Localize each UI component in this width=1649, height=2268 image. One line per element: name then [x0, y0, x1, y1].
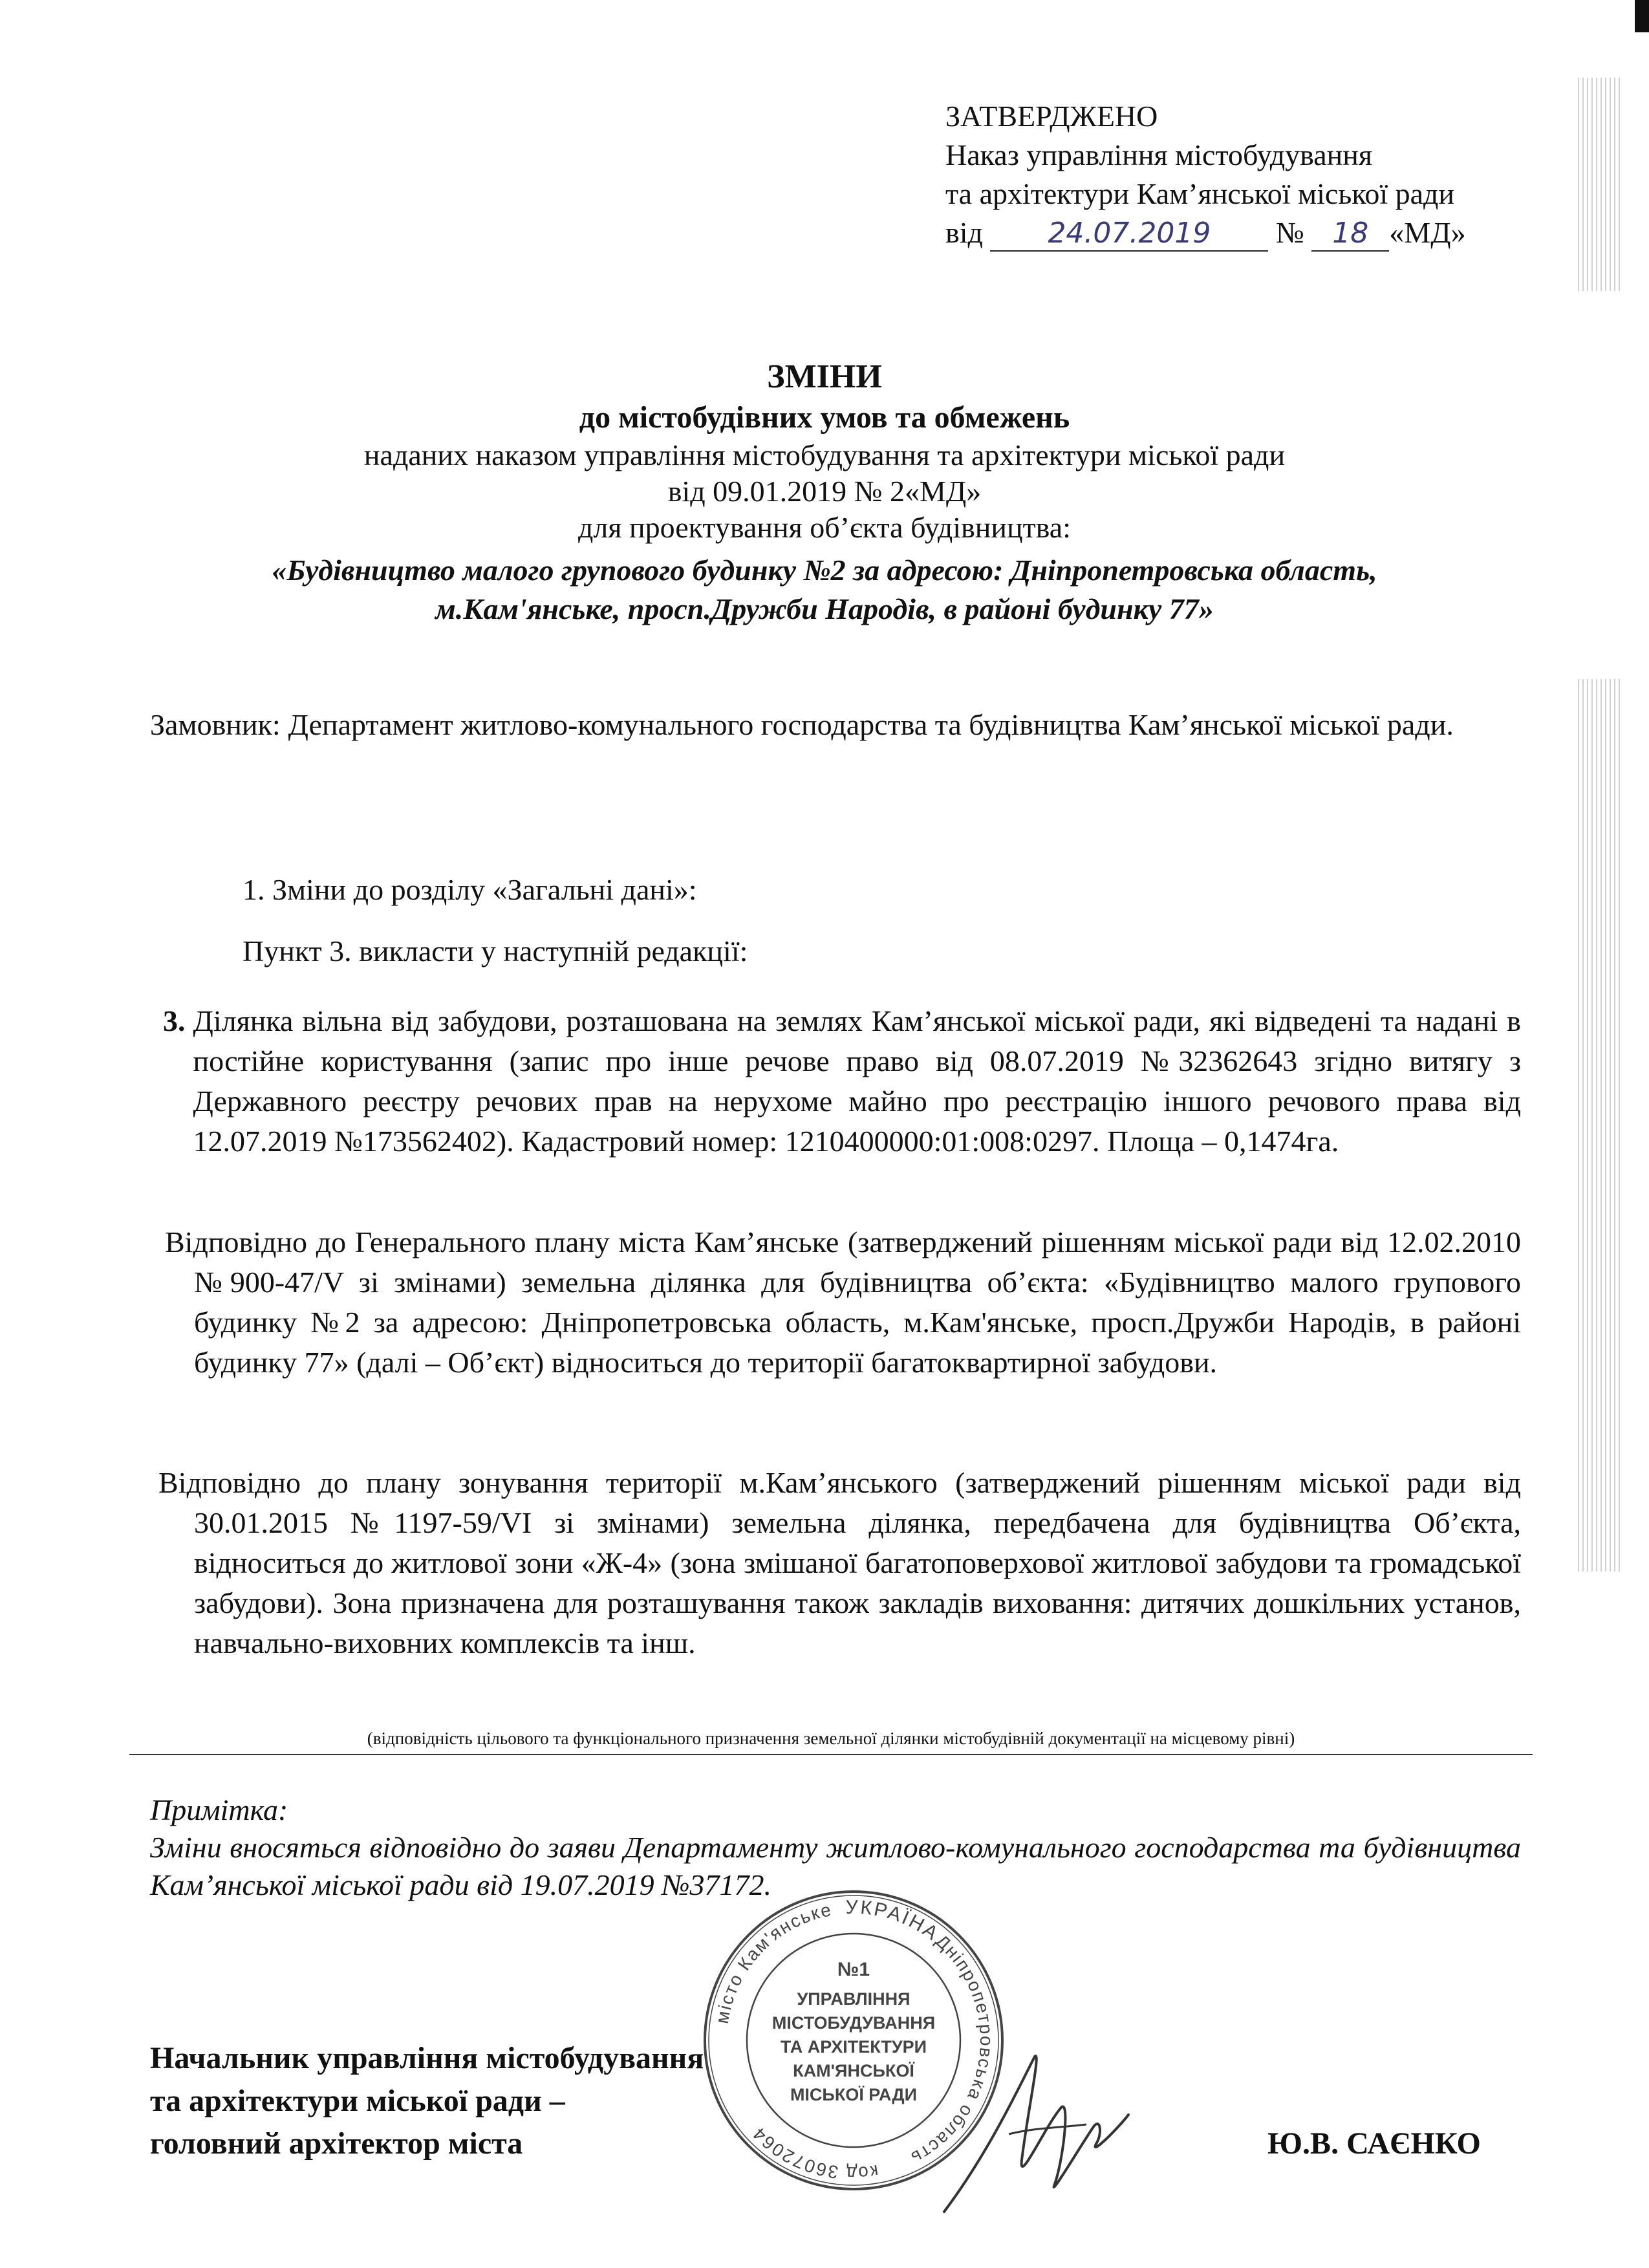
note-label: Примітка:	[150, 1793, 288, 1826]
document-subtitle: до містобудівних умов та обмежень	[579, 400, 1070, 435]
object-name-line2: м.Кам'янське, просп.Дружби Народів, в районі будинку 77»	[435, 592, 1214, 625]
title-line-purpose: для проектування об’єкта будівництва:	[578, 511, 1071, 544]
signatory-position-line1: Начальник управління містобудування	[150, 2041, 704, 2075]
scan-edge-mark	[1635, 0, 1649, 32]
object-name-line1: «Будівництво малого групового будинку №2 за адресою: Дніпропетровська область,	[272, 554, 1377, 587]
signature-block	[150, 2037, 704, 2165]
approval-heading: ЗАТВЕРДЖЕНО	[945, 100, 1158, 133]
title-line-order: наданих наказом управління містобудування та архітектури міської ради	[363, 438, 1286, 471]
svg-text:код 36072064	[748, 2123, 879, 2183]
approval-date-line	[945, 213, 1466, 252]
note-text: Зміни вносяться відповідно до заяви Департаменту житлово-комунального господарства та будівництва Кам’янської міської ради від 19.07.2019 №37172.	[150, 1831, 1521, 1901]
caption-text: (відповідність цільового та функціонального призначення земельної ділянки містобудівній документації на місцевому рівні)	[367, 1729, 1295, 1748]
title-block	[142, 356, 1507, 629]
number-label: №	[1275, 216, 1304, 249]
from-label: від	[945, 216, 983, 249]
seal-code: код 36072064	[748, 2122, 880, 2184]
customer-block	[150, 705, 1521, 745]
section-instruction: Пункт 3. викласти у наступній редакції:	[242, 934, 748, 967]
zoning-paragraph: Відповідно до плану зонування території м.Кам’янського (затверджений рішенням міської ради від 30.01.2015 №1197-59/VI зі змінами) земельна ділянка, передбачена для будівництва Об’єкта, відноситься до житлової зони «Ж-4» (зона змішаної багатоповерхової житлової забудови та громадської забудови). Зона призначена для розташування також закладів виховання: дитячих дошкільних установ, навчально-виховних комплексів та інш.	[158, 1466, 1521, 1659]
approval-block	[945, 97, 1466, 252]
seal-center-line5: МІСЬКОЇ РАДИ	[790, 2085, 918, 2104]
handwritten-signature	[931, 2031, 1138, 2225]
item-text: Ділянка вільна від забудови, розташована на землях Кам’янської міської ради, які відведені та надані в постійне користування (запис про інше речове право від 08.07.2019 №32362643 згідно витягу з Державного реєстру речових прав на нерухоме майно про реєстрацію іншого речового права від 12.07.2019 №173562402). Кадастровий номер: 1210400000:01:008:0297. Площа – 0,1474га.	[193, 1004, 1521, 1158]
seal-center-line2: МІСТОБУДУВАННЯ	[771, 2013, 936, 2033]
caption-rule	[129, 1754, 1533, 1755]
seal-ring-top: УКРАЇНА	[845, 1896, 943, 1945]
item-number: 3.	[163, 1004, 186, 1037]
seal-center-line1: УПРАВЛІННЯ	[797, 1989, 911, 2009]
handwritten-date: 24.07.2019	[990, 217, 1268, 252]
seal-center-line4: КАМ'ЯНСЬКОЇ	[793, 2061, 914, 2080]
item-3	[163, 1001, 1521, 1161]
scan-edge-noise	[1578, 78, 1623, 291]
approval-authority-line: та архітектури Кам’янської міської ради	[945, 177, 1455, 210]
seal-center-line3: ТА АРХІТЕКТУРИ	[780, 2037, 927, 2057]
order-suffix: «МД»	[1389, 216, 1466, 249]
general-plan-paragraph: Відповідно до Генерального плану міста Кам’янське (затверджений рішенням міської ради від 12.02.2010 №900-47/V зі змінами) земельна ділянка для будівництва об’єкта: «Будівництво малого групового будинку №2 за адресою: Дніпропетровська область, м.Кам'янське, просп.Дружби Народів, в районі будинку 77» (далі – Об’єкт) відноситься до території багатоквартирної забудови.	[165, 1226, 1521, 1379]
customer-text: Департамент житлово-комунального господарства та будівництва Кам’янської міської ради.	[288, 708, 1454, 741]
customer-label: Замовник:	[150, 708, 281, 741]
section-heading: 1. Зміни до розділу «Загальні дані»:	[242, 873, 697, 906]
seal-ring-left: місто Кам'янське	[711, 1899, 834, 2025]
signatory-position-line2: та архітектури міської ради –	[150, 2084, 565, 2118]
scan-edge-noise	[1578, 679, 1623, 1571]
svg-text:УКРАЇНА	[846, 1897, 943, 1945]
seal-number: №1	[837, 1959, 870, 1980]
approval-order-line: Наказ управління містобудування	[945, 138, 1373, 171]
signatory-name: Ю.В. САЄНКО	[1267, 2126, 1481, 2161]
document-title: ЗМІНИ	[767, 358, 882, 395]
title-line-date: від 09.01.2019 № 2«МД»	[667, 475, 982, 508]
signatory-position-line3: головний архітектор міста	[150, 2126, 523, 2161]
handwritten-number: 18	[1311, 217, 1389, 252]
seal-ring-right: Дніпропетровська область	[907, 1930, 997, 2169]
